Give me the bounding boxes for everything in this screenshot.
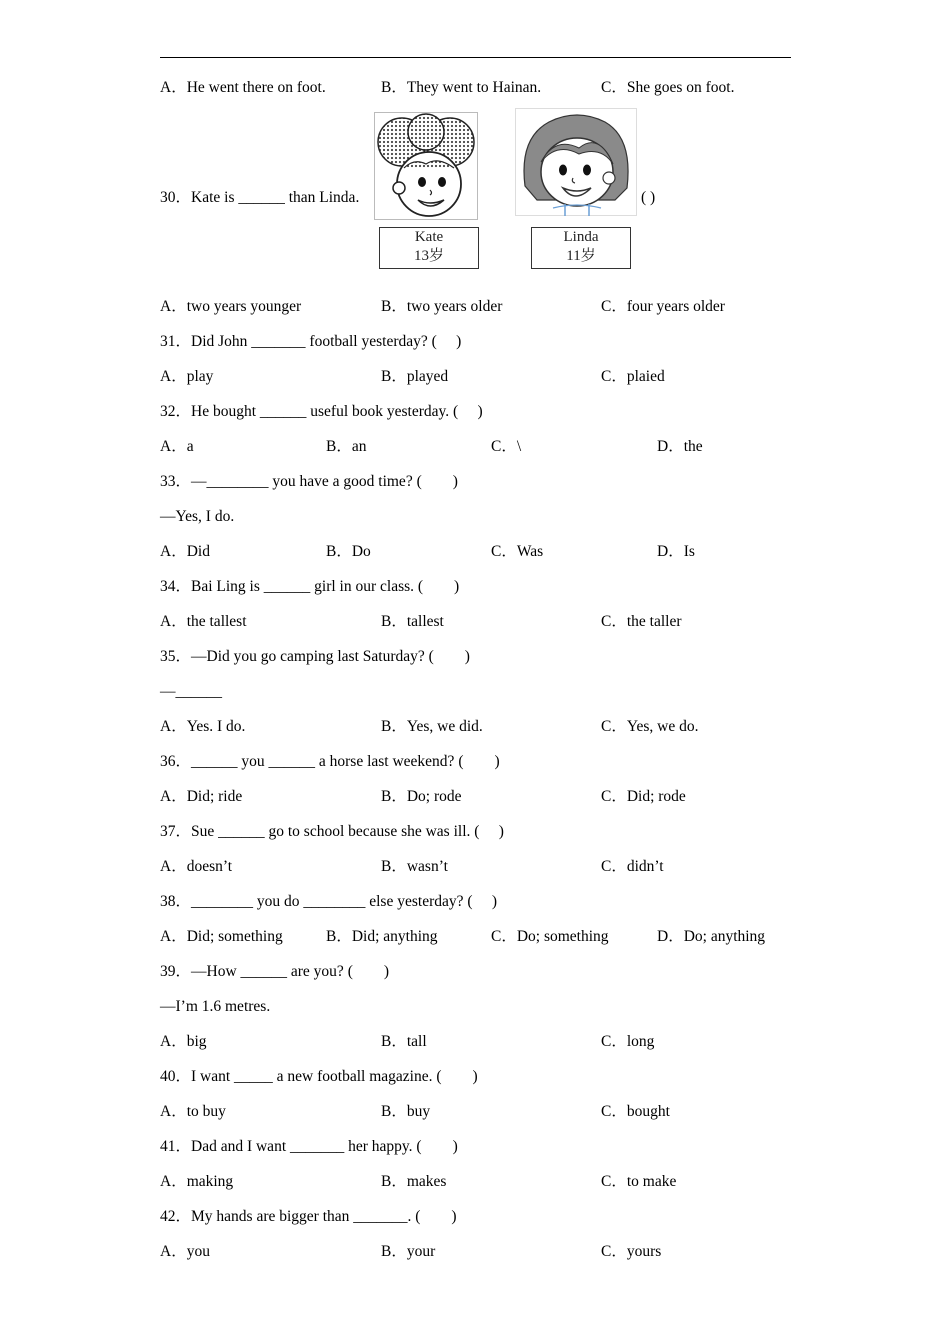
q32-stem: 32．He bought ______ useful book yesterday. ( ) [160, 403, 483, 420]
q33-answer-line: —Yes, I do. [160, 508, 235, 525]
q39-answer-line: —I’m 1.6 metres. [160, 998, 271, 1015]
q42-option-b: B．your [381, 1243, 436, 1260]
q29-option-a: A．He went there on foot. [160, 79, 326, 96]
q37-option-a: A．doesn’t [160, 858, 233, 875]
q32-option-a: A．a [160, 438, 194, 455]
linda-name: Linda [563, 229, 599, 245]
q40-option-a: A．to buy [160, 1103, 226, 1120]
q29-option-b: B．They went to Hainan. [381, 79, 542, 96]
q36-option-b: B．Do; rode [381, 788, 462, 805]
q31-option-c: C．plaied [601, 368, 665, 385]
linda-age: 11岁 [566, 248, 596, 264]
q40-option-b: B．buy [381, 1103, 431, 1120]
q37-stem: 37．Sue ______ go to school because she was ill. ( ) [160, 823, 504, 840]
kate-age: 13岁 [413, 248, 444, 264]
q31-option-b: B．played [381, 368, 449, 385]
q30-option-c: C．four years older [601, 298, 725, 315]
q34-option-c: C．the taller [601, 613, 682, 630]
q41-option-b: B．makes [381, 1173, 447, 1190]
q33-option-c: C．Was [491, 543, 544, 560]
q40-stem: 40．I want _____ a new football magazine. ( ) [160, 1068, 478, 1085]
q39-option-b: B．tall [381, 1033, 427, 1050]
q31-option-a: A．play [160, 368, 214, 385]
q30-option-b: B．two years older [381, 298, 503, 315]
q34-option-a: A．the tallest [160, 613, 247, 630]
q33-option-d: D．Is [657, 543, 695, 560]
q33-stem: 33．—________ you have a good time? ( ) [160, 473, 458, 490]
kate-illustration [374, 112, 478, 220]
kate-name-box [379, 227, 479, 269]
q38-option-b: B．Did; anything [326, 928, 438, 945]
q37-option-b: B．wasn’t [381, 858, 448, 875]
q32-option-d: D．the [657, 438, 703, 455]
q34-stem: 34．Bai Ling is ______ girl in our class. ( ) [160, 578, 460, 595]
q29-option-c: C．She goes on foot. [601, 79, 735, 96]
q42-option-c: C．yours [601, 1243, 662, 1260]
q41-option-a: A．making [160, 1173, 234, 1190]
q33-option-a: A．Did [160, 543, 210, 560]
q41-stem: 41．Dad and I want _______ her happy. ( ) [160, 1138, 458, 1155]
q38-option-a: A．Did; something [160, 928, 283, 945]
linda-illustration [515, 108, 637, 216]
q36-option-c: C．Did; rode [601, 788, 686, 805]
q41-option-c: C．to make [601, 1173, 677, 1190]
header-rule [160, 57, 791, 58]
q38-option-c: C．Do; something [491, 928, 609, 945]
q34-option-b: B．tallest [381, 613, 444, 630]
q36-option-a: A．Did; ride [160, 788, 243, 805]
q35-answer-line: —______ [160, 683, 222, 700]
q42-option-a: A．you [160, 1243, 210, 1260]
q30-stem: 30．Kate is ______ than Linda. [160, 189, 360, 206]
q40-option-c: C．bought [601, 1103, 670, 1120]
q32-option-c: C．\ [491, 438, 522, 455]
q30-answer-bracket: ( ) [641, 189, 656, 206]
q35-option-a: A．Yes. I do. [160, 718, 246, 735]
q33-option-b: B．Do [326, 543, 371, 560]
q42-stem: 42．My hands are bigger than _______. ( ) [160, 1208, 457, 1225]
linda-name-box [531, 227, 631, 269]
q35-stem: 35．—Did you go camping last Saturday? ( ) [160, 648, 470, 665]
q31-stem: 31．Did John _______ football yesterday? ( ) [160, 333, 462, 350]
q38-stem: 38．________ you do ________ else yesterday? ( ) [160, 893, 498, 910]
q35-option-c: C．Yes, we do. [601, 718, 699, 735]
kate-name: Kate [414, 229, 444, 245]
q35-option-b: B．Yes, we did. [381, 718, 483, 735]
q36-stem: 36．______ you ______ a horse last weekend? ( ) [160, 753, 500, 770]
q30-option-a: A．two years younger [160, 298, 302, 315]
q39-option-a: A．big [160, 1033, 207, 1050]
q39-option-c: C．long [601, 1033, 655, 1050]
q32-option-b: B．an [326, 438, 367, 455]
q39-stem: 39．—How ______ are you? ( ) [160, 963, 390, 980]
q37-option-c: C．didn’t [601, 858, 664, 875]
q38-option-d: D．Do; anything [657, 928, 766, 945]
